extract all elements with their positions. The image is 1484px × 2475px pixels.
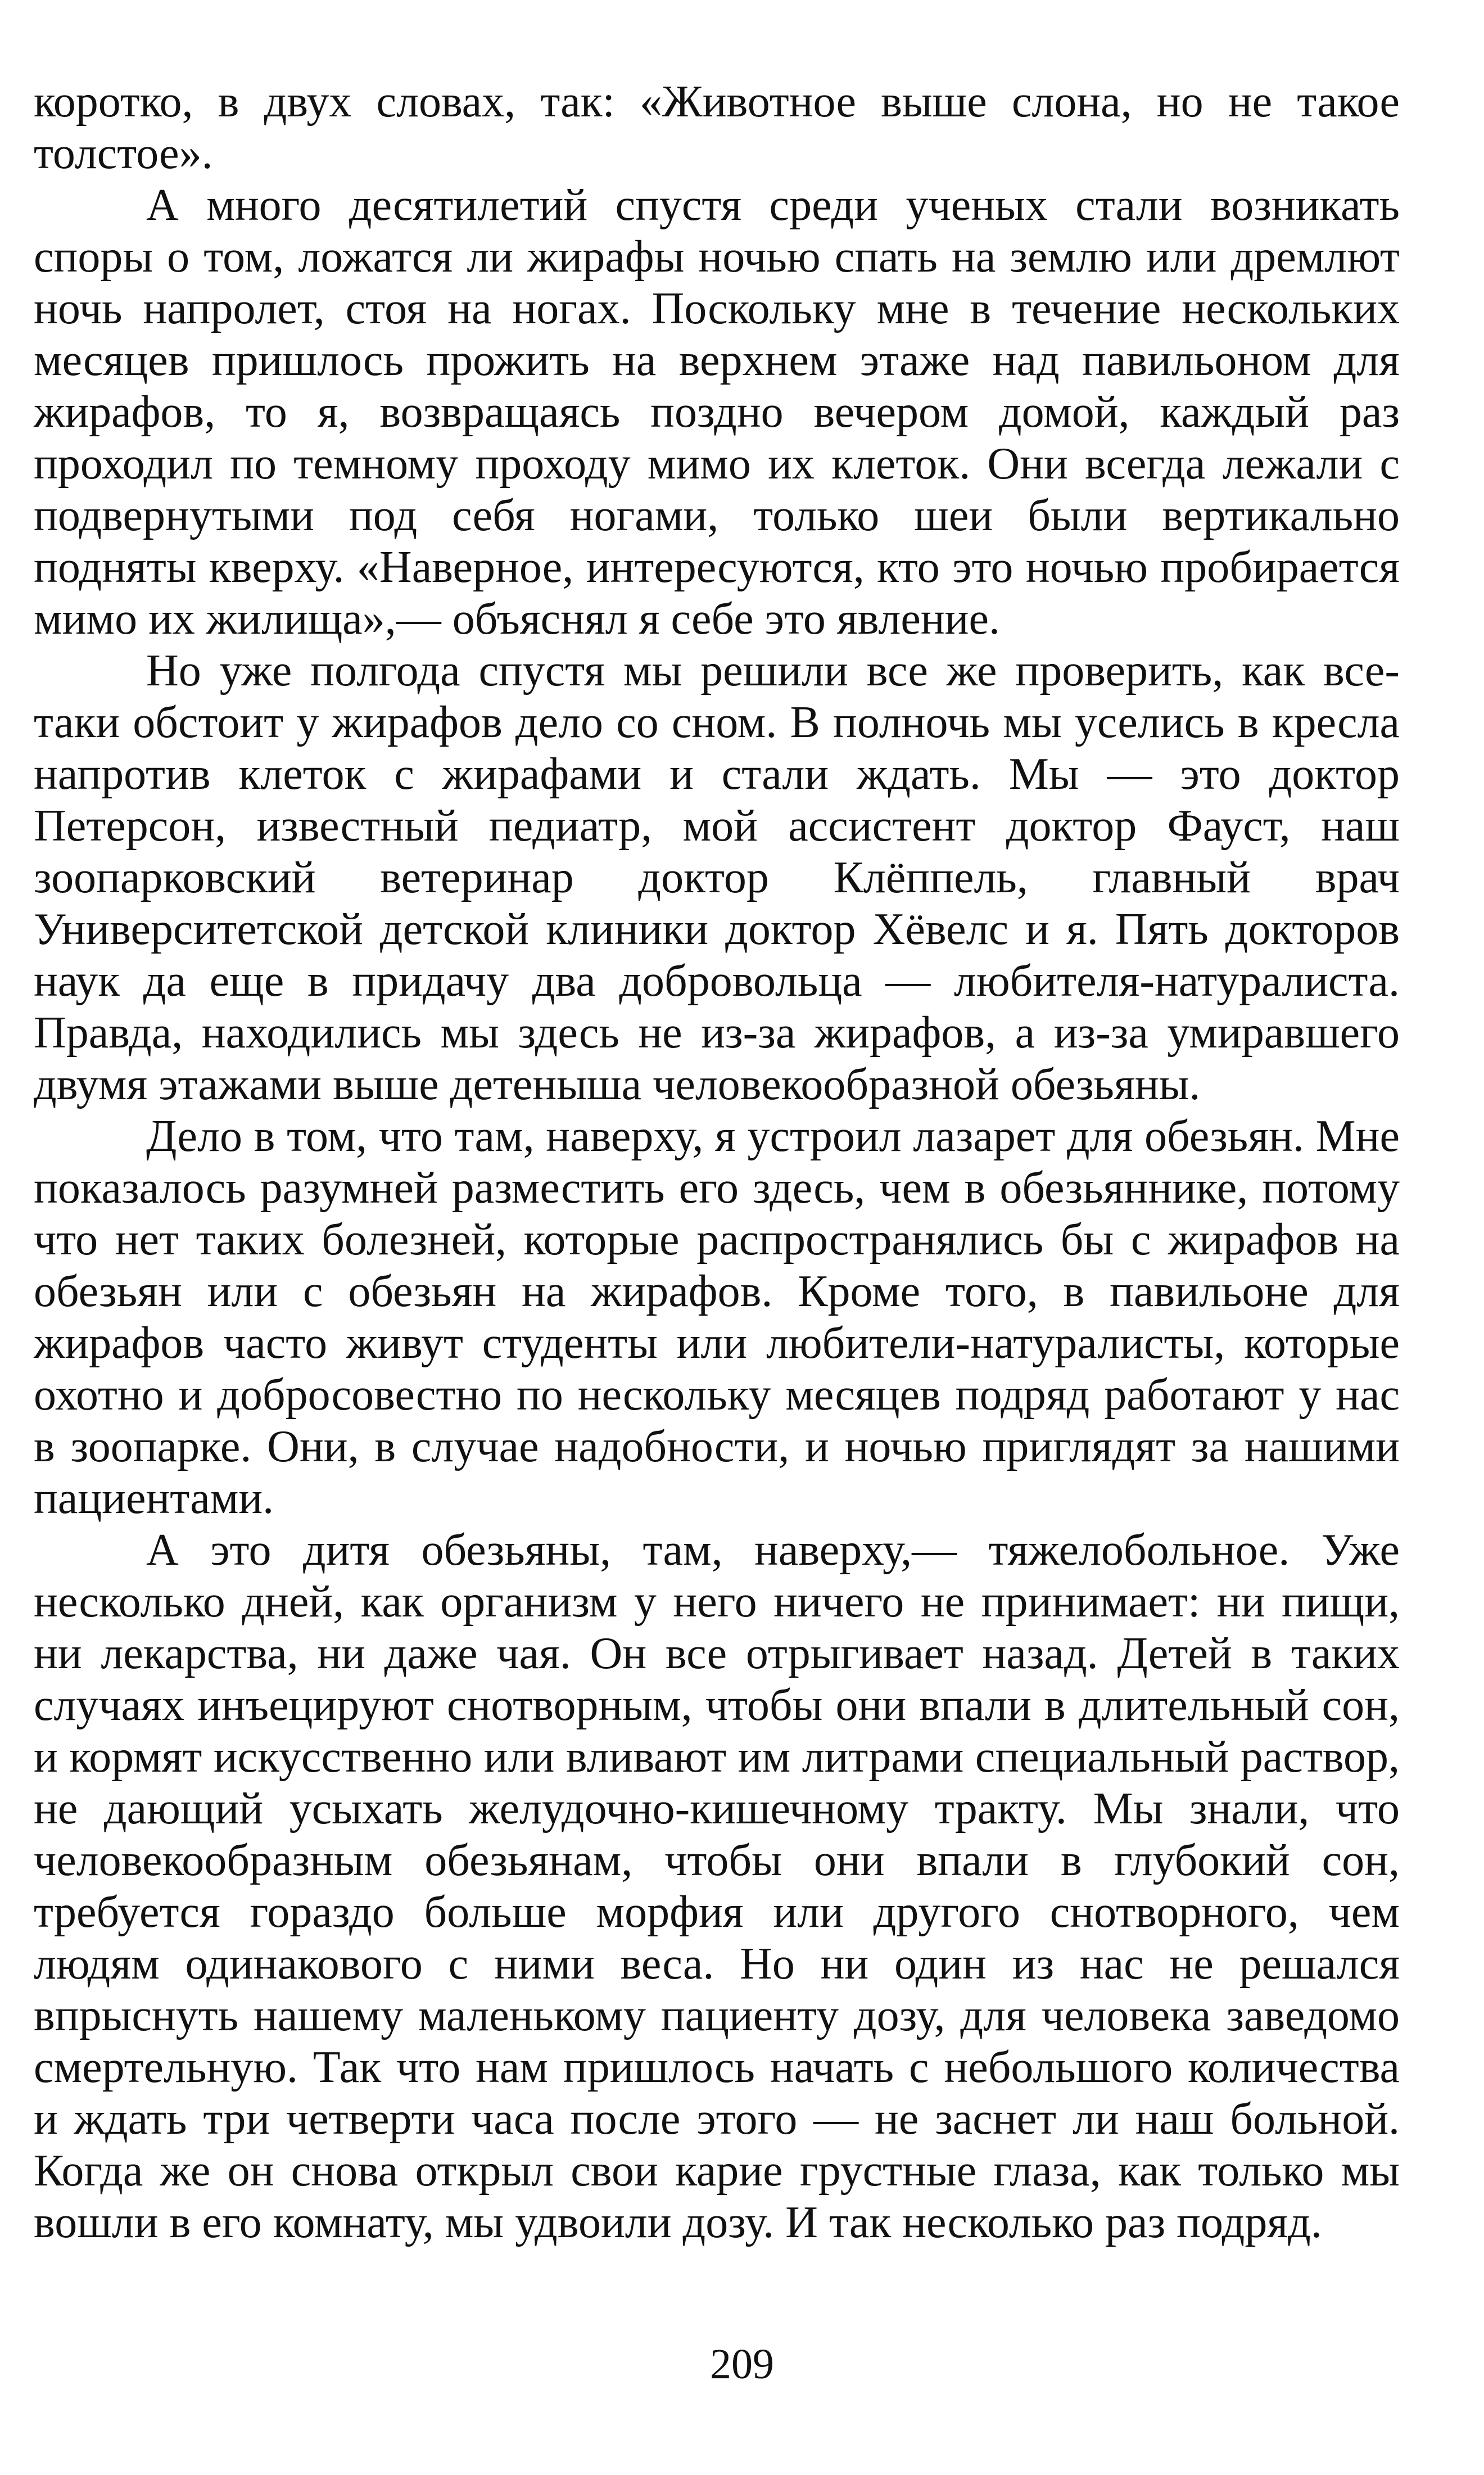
page-body [34, 76, 1400, 2248]
paragraph-continuation: коротко, в двух словах, так: «Животное выше слона, но не такое толстое». [34, 77, 1400, 178]
paragraph-night-watch: Но уже полгода спустя мы решили все же проверить, как все-таки обстоит у жирафов дело со сном. В полночь мы уселись в кресла напротив клеток с жирафами и стали ждать. Мы — это доктор Петерсон, известный педиатр, мой ассистент доктор Фауст, наш зоопарковский ветеринар доктор Клёппель, главный врач Университетской детской клиники доктор Хёвелс и я. Пять докторов наук да еще в придачу два добровольца — любителя-натуралиста. Правда, находились мы здесь не из-за жирафов, а из-за умиравшего двумя этажами выше детеныша человекообразной обезьяны. [34, 646, 1400, 1109]
page-number: 209 [710, 2341, 774, 2388]
paragraph-sick-baby-ape: А это дитя обезьяны, там, наверху,— тяжелобольное. Уже несколько дней, как организм у него ничего не принимает: ни пищи, ни лекарства, ни даже чая. Он все отрыгивает назад. Детей в таких случаях инъецируют снотворным, чтобы они впали в длительный сон, и кормят искусственно или вливают им литрами специальный раствор, не дающий усыхать желудочно-кишечному тракту. Мы знали, что человекообразным обезьянам, чтобы они впали в глубокий сон, требуется гораздо больше морфия или другого снотворного, чем людям одинакового с ними веса. Но ни один из нас не решался впрыснуть нашему маленькому пациенту дозу, для человека заведомо смертельную. Так что нам пришлось начать с небольшого количества и ждать три четверти часа после этого — не заснет ли наш больной. Когда же он снова открыл свои карие грустные глаза, как только мы вошли в его комнату, мы удвоили дозу. И так несколько раз подряд. [34, 1525, 1400, 2247]
paragraph-giraffe-disputes: А много десятилетий спустя среди ученых стали возникать споры о том, ложатся ли жирафы ночью спать на землю или дремлют ночь напролет, стоя на ногах. Поскольку мне в течение нескольких месяцев пришлось прожить на верхнем этаже над павильоном для жирафов, то я, возвращаясь поздно вечером домой, каждый раз проходил по темному проходу мимо их клеток. Они всегда лежали с подвернутыми под себя ногами, только шеи были вертикально подняты кверху. «Наверное, интересуются, кто это ночью пробирается мимо их жилища»,— объяснял я себе это явление. [34, 180, 1400, 644]
paragraph-ape-infirmary: Дело в том, что там, наверху, я устроил лазарет для обезьян. Мне показалось разумней разместить его здесь, чем в обезьяннике, потому что нет таких болезней, которые распространялись бы с жирафов на обезьян или с обезьян на жирафов. Кроме того, в павильоне для жирафов часто живут студенты или любители-натуралисты, которые охотно и добросовестно по нескольку месяцев подряд работают у нас в зоопарке. Они, в случае надобности, и ночью приглядят за нашими пациентами. [34, 1112, 1400, 1523]
